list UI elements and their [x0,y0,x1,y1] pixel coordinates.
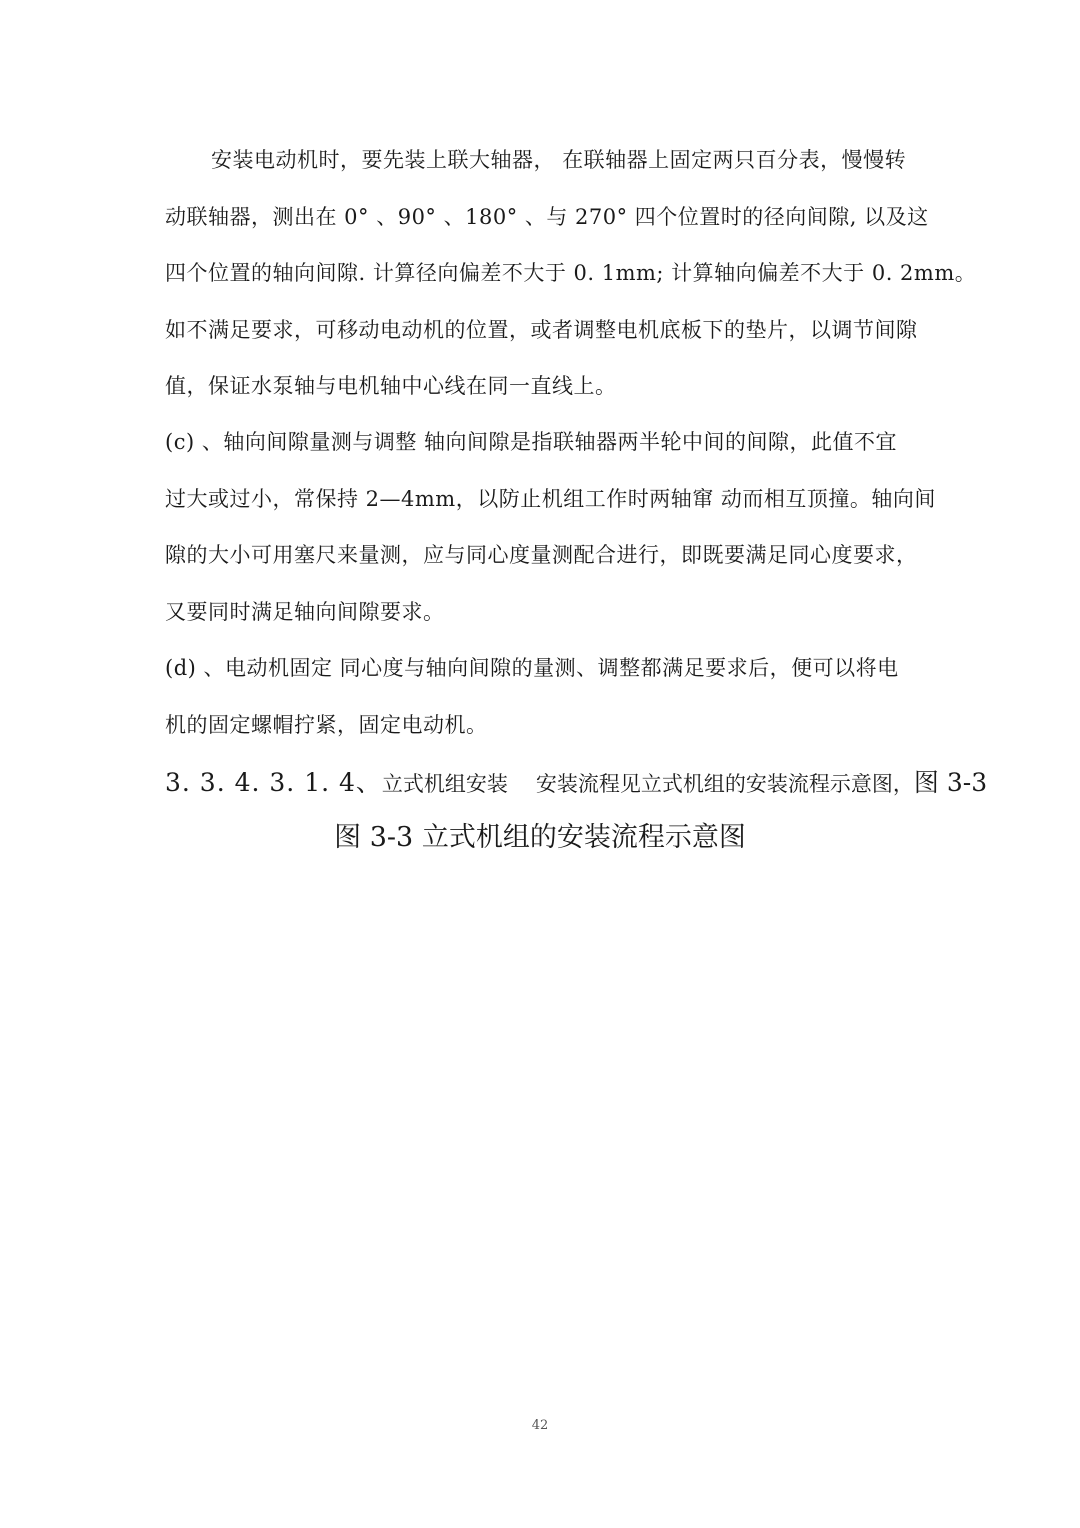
paragraph-line-7: 过大或过小，常保持 2—4mm，以防止机组工作时两轴窜 动而相互顶撞。轴向间 [165,487,936,511]
paragraph-line-2: 动联轴器，测出在 0° 、90° 、180° 、与 270° 四个位置时的径向间隙, 以及这 [165,205,929,229]
page-number: 42 [531,1418,549,1433]
section-text: 安装流程见立式机组的安装流程示意图， [535,772,914,796]
figure-caption: 图 3-3 立式机组的安装流程示意图 [334,822,746,853]
figure-reference: 图 3-3 [913,768,988,797]
paragraph-line-6: (c) 、轴向间隙量测与调整 轴向间隙是指联轴器两半轮中间的间隙，此值不宜 [165,430,897,454]
section-heading [165,766,987,803]
paragraph-line-4: 如不满足要求，可移动电动机的位置，或者调整电机底板下的垫片，以调节间隙 [165,318,918,342]
paragraph-line-5: 值，保证水泵轴与电机轴中心线在同一直线上。 [165,374,617,398]
paragraph-line-8: 隙的大小可用塞尺来量测，应与同心度量测配合进行，即既要满足同心度要求， [165,543,918,567]
paragraph-line-1: 安装电动机时，要先装上联大轴器， 在联轴器上固定两只百分表，慢慢转 [211,148,907,172]
paragraph-line-9: 又要同时满足轴向间隙要求。 [165,600,445,624]
paragraph-line-10: (d) 、电动机固定 同心度与轴向间隙的量测、调整都满足要求后，便可以将电 [165,656,899,680]
section-number: 3. 3. 4. 3. 1. 4、 [165,768,382,797]
paragraph-line-11: 机的固定螺帽拧紧，固定电动机。 [165,713,488,737]
section-title: 立式机组安装 [381,772,508,796]
paragraph-line-3: 四个位置的轴向间隙. 计算径向偏差不大于 0. 1mm; 计算轴向偏差不大于 0. 2mm。 [165,261,977,285]
